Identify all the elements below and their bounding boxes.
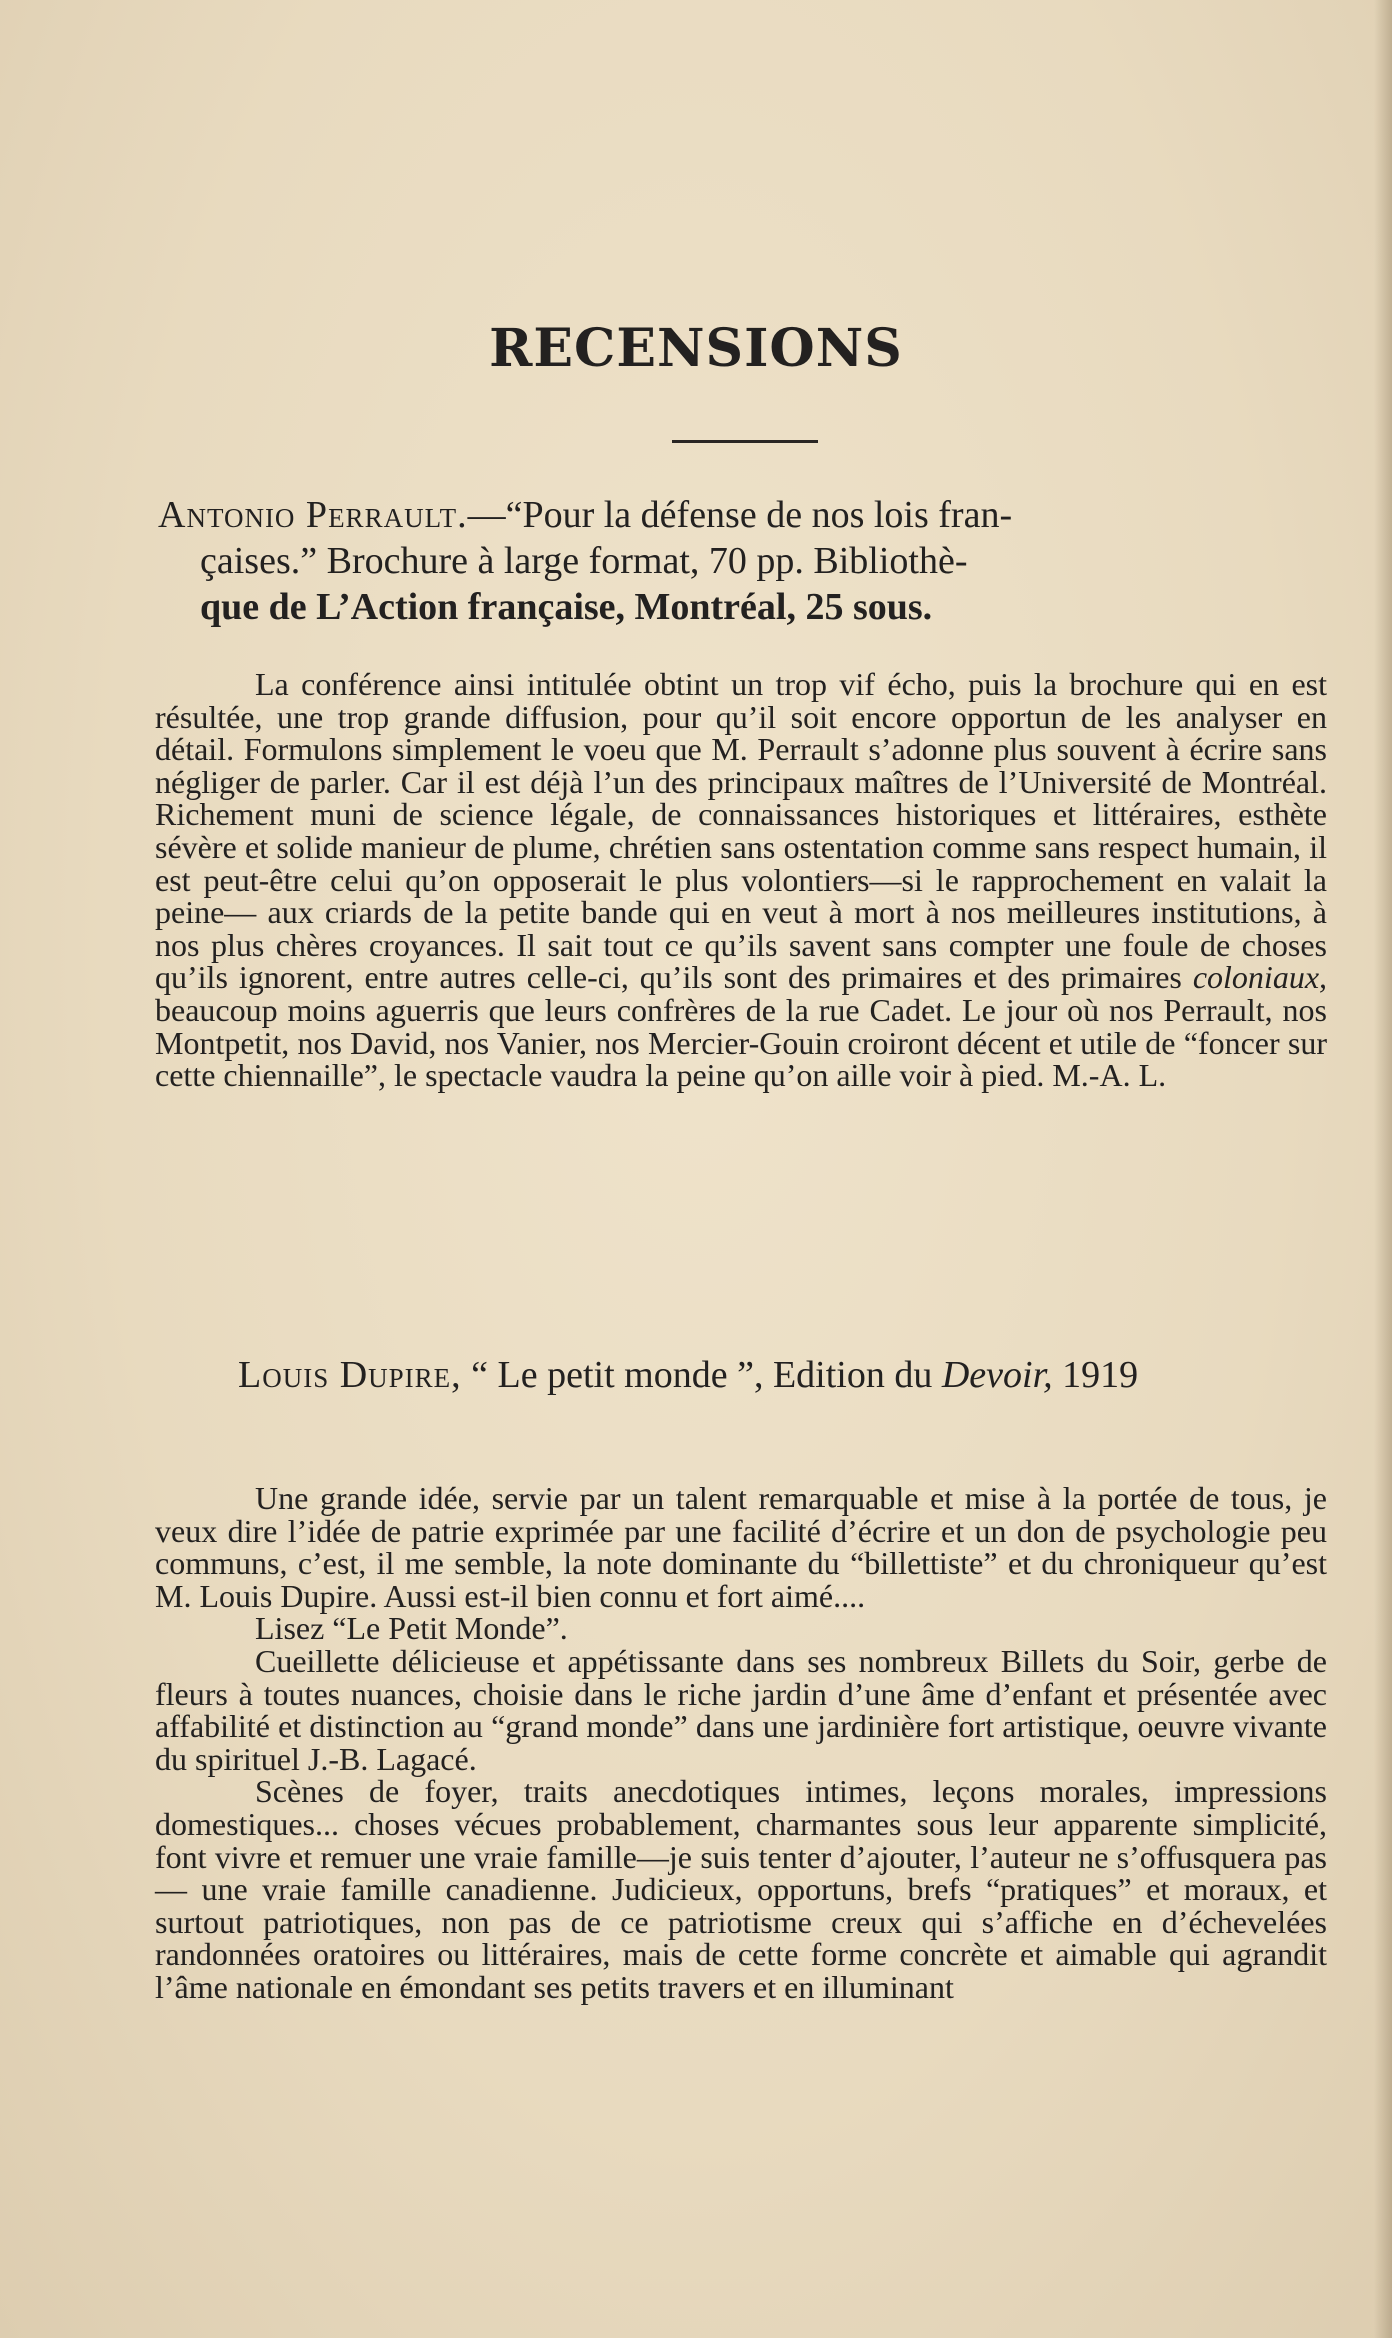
review-1-text-start: La conférence ainsi intitulée obtint un trop vif écho, puis la brochure qui en est résultée, une trop grande diffusion, pour qu’il soit encore opportun de les analyser en détail. Formulons simplement le voeu que M. Perrault s’adonne plus souvent à écrire sans négliger de parler. Car il est déjà l’un des principaux maîtres de l’Université de Montréal. Richement muni de science légale, de connaissances historiques et littéraires, esthète sévère et solide manieur de plume, chrétien sans ostentation comme sans respect humain, il est peut-être celui qu’on opposerait le plus volontiers—si le rapprochement en valait la peine— aux criards de la petite bande qui en veut à mort à nos meilleures institutions, à nos plus chères croyances. Il sait tout ce qu’ils savent sans compter une foule de choses qu’ils ignorent, entre autres celle-ci, qu’ils sont des primaires et des primaires: [155, 666, 1327, 996]
review-2-paragraph-1: Une grande idée, servie par un talent remarquable et mise à la portée de tous, je veux dire l’idée de patrie exprimée par une facilité d’écrire et un don de psychologie peu communs, c’est, il me semble, la note dominante du “billettiste” et du chroniqueur qu’est M. Louis Dupire. Aussi est-il bien connu et fort aimé....: [155, 1480, 1327, 1614]
review-1-text-end: beaucoup moins aguerris que leurs confrères de la rue Cadet. Le jour où nos Perrault, nos Montpetit, nos David, nos Vanier, nos Mercier-Gouin croiront décent et utile de “foncer sur cette chiennaille”, le spectacle vaudra la peine qu’on aille voir à pied.: [155, 991, 1327, 1094]
review-2-paragraph-2: Lisez “Le Petit Monde”.: [255, 1610, 568, 1647]
review-2-body: [155, 1482, 1327, 2004]
review-1-citation-line-3-text: que de L’Action française, Montréal, 25 sous.: [200, 586, 933, 628]
review-1-body: [155, 668, 1327, 1092]
review-1-heading: [158, 492, 1330, 630]
review-1-italic-word: coloniaux,: [1192, 959, 1328, 996]
page-title: RECENSIONS: [489, 318, 903, 379]
review-2-heading: [238, 1352, 1388, 1398]
review-2-citation-year: 1919: [1062, 1354, 1139, 1396]
review-2-citation-italic: Devoir,: [941, 1354, 1053, 1396]
review-1-citation-line-2: çaises.” Brochure à large format, 70 pp. Bibliothè-: [200, 540, 968, 582]
review-1-citation-line-3: [158, 584, 1330, 630]
review-2-paragraph-4: Scènes de foyer, traits anecdotiques intimes, leçons morales, impressions domestiques... choses vécues probablement, charmantes sous leur apparente simplicité, font vivre et remuer une vraie famille—je suis tenter d’ajouter, l’auteur ne s’offusquera pas— une vraie famille canadienne. Judicieux, opportuns, brefs “pratiques” et moraux, et surtout patriotiques, non pas de ce patriotisme creux qui s’affiche en d’échevelées randonnées oratoires ou littéraires, mais de cette forme concrète et aimable qui agrandit l’âme nationale en émondant ses petits travers et en illuminant: [155, 1773, 1327, 2005]
review-2-paragraph-3: Cueillette délicieuse et appétissante dans ses nombreux Billets du Soir, gerbe de fleurs à toutes nuances, choisie dans le riche jardin d’une âme d’enfant et présentée avec affabilité et distinction au “grand monde” dans une jardinière fort artistique, oeuvre vivante du spirituel J.-B. Lagacé.: [155, 1642, 1327, 1777]
review-1-paragraph: [155, 668, 1327, 1092]
review-2-author: Louis Dupire,: [238, 1354, 462, 1396]
review-2-citation-line-1: “ Le petit monde ”, Edition du: [471, 1354, 933, 1396]
title-divider: [672, 440, 818, 443]
review-1-signature: M.-A. L.: [1052, 1057, 1167, 1094]
review-1-citation-line-1: —“Pour la défense de nos lois fran-: [467, 494, 1013, 536]
review-1-author: Antonio Perrault.: [158, 494, 468, 536]
